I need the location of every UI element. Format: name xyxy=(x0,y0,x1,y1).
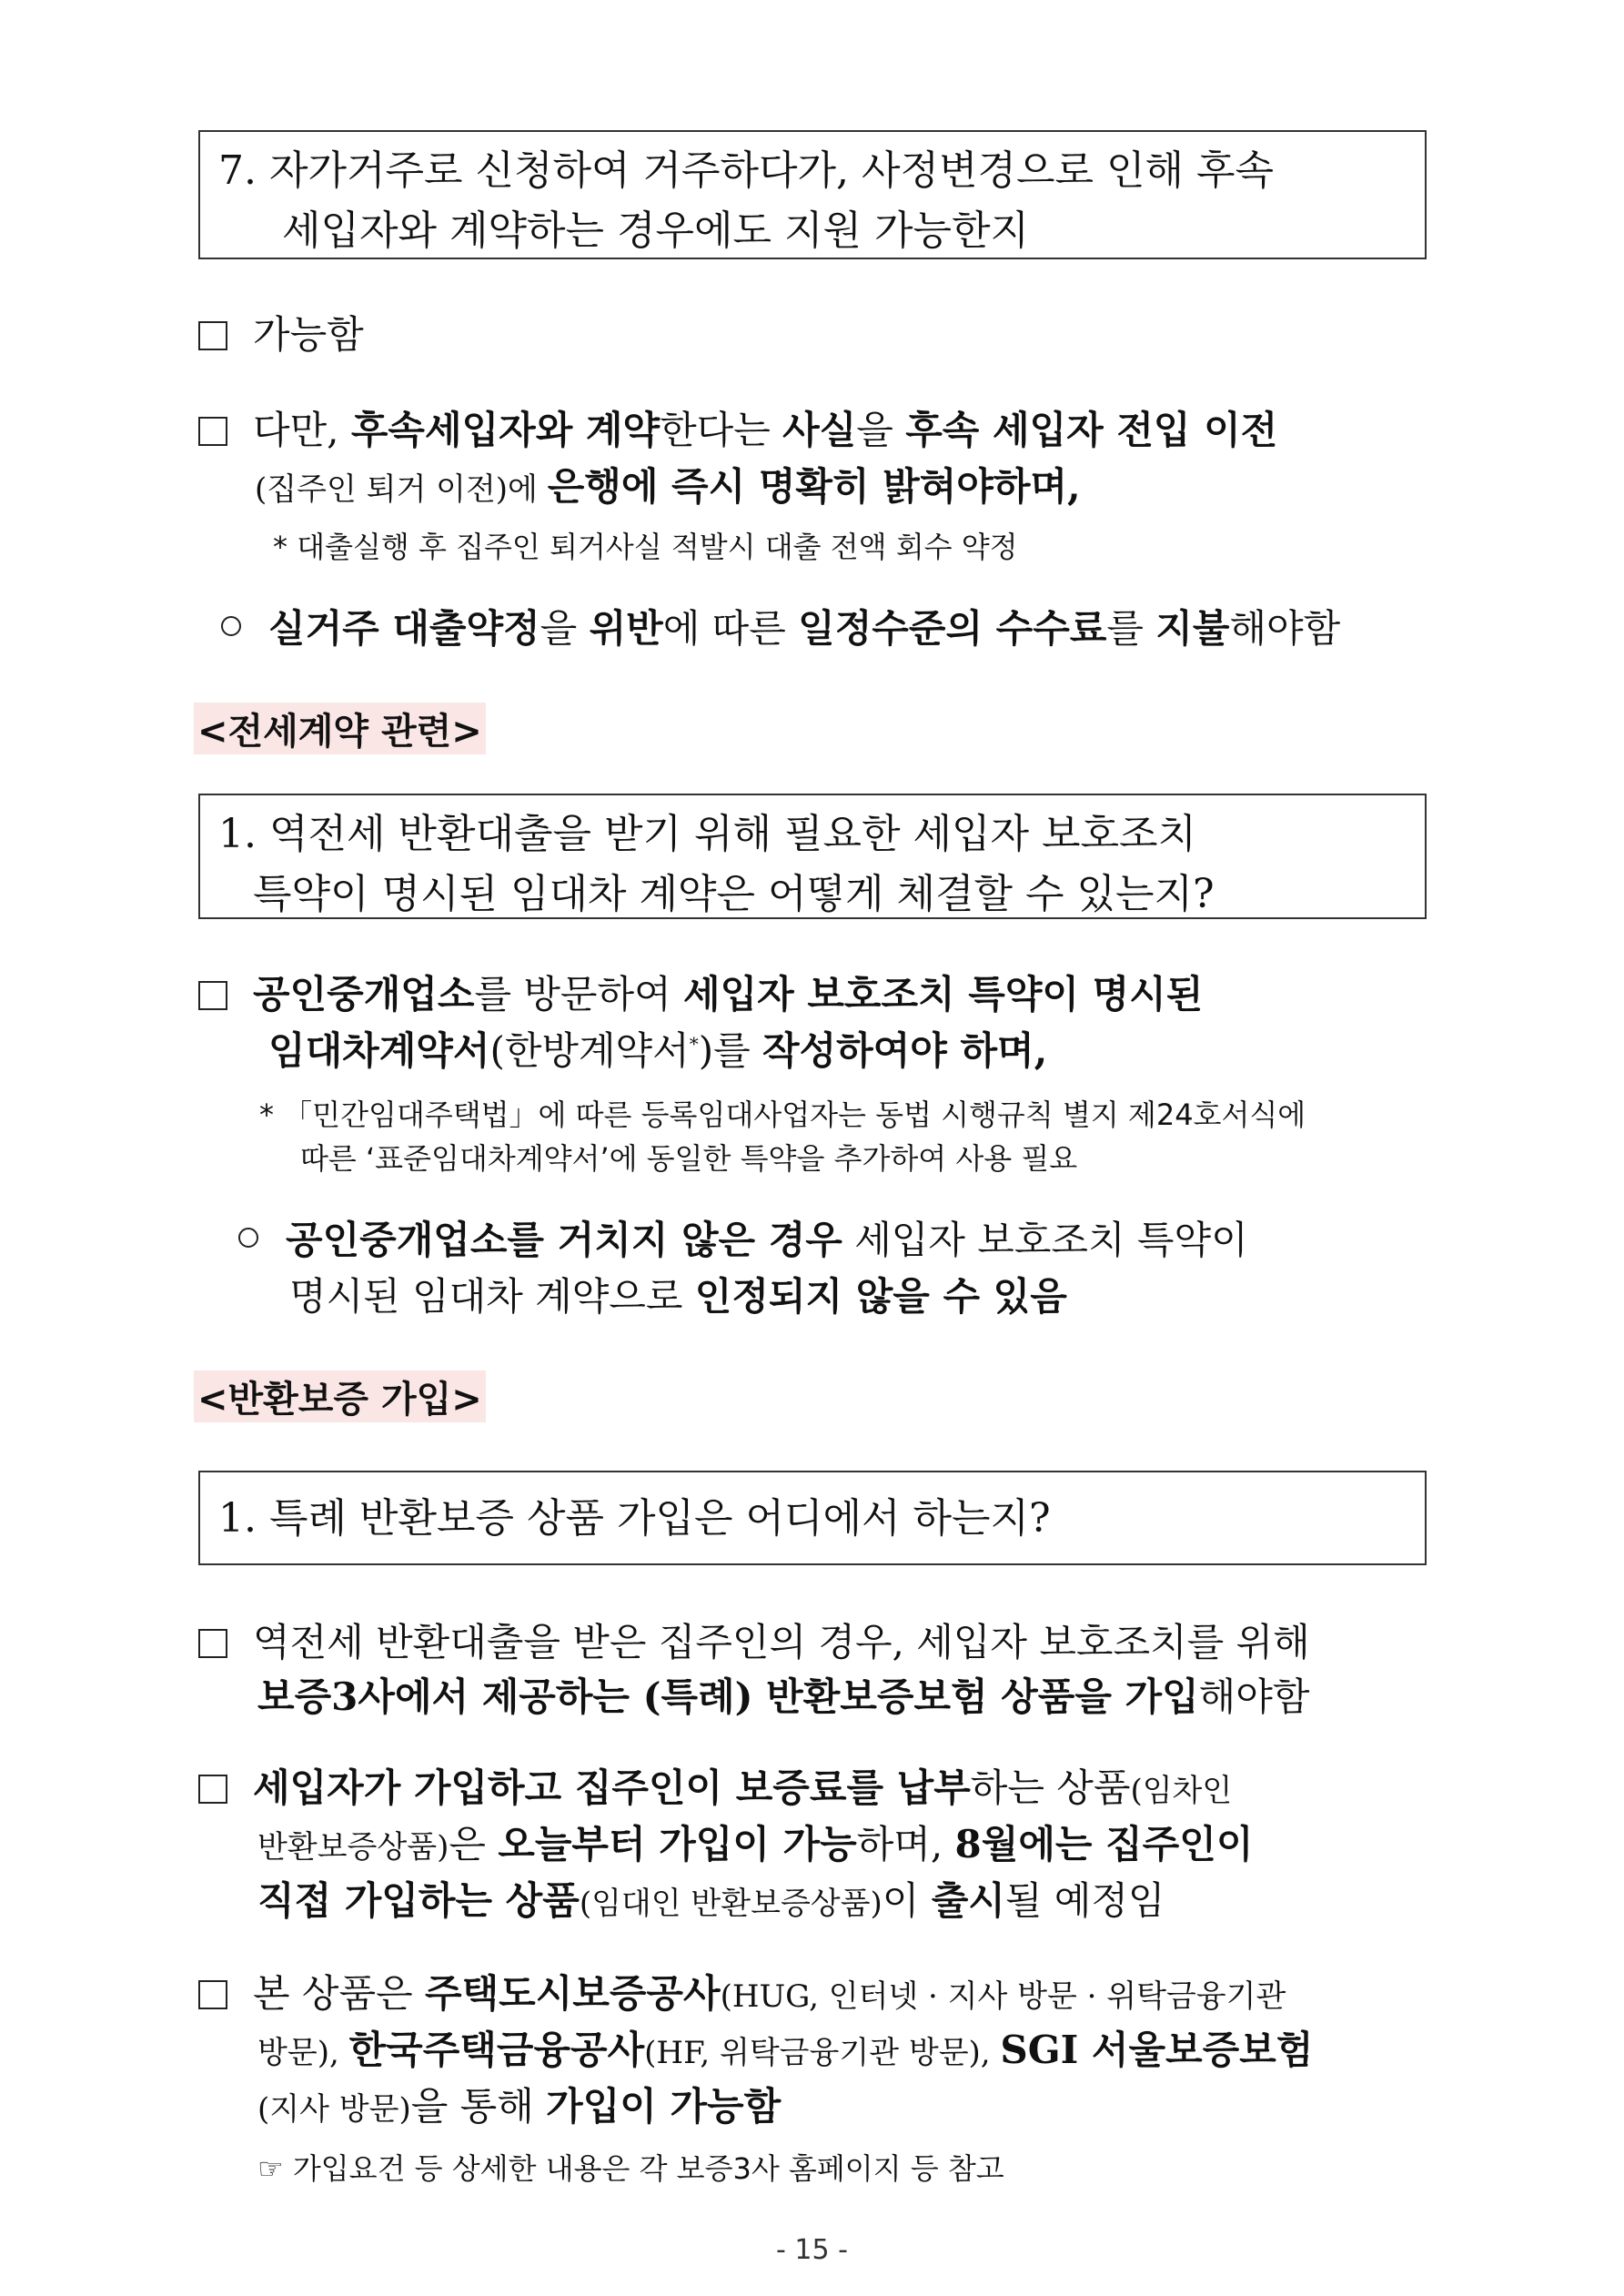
answer-continuation xyxy=(257,2077,781,2131)
question-line: 1. 특례 반환보증 상품 가입은 어디에서 하는지? xyxy=(218,1495,1051,1542)
checkbox-square-icon xyxy=(198,1775,227,1804)
emphasis-text: 지불 xyxy=(1155,606,1230,651)
answer-continuation xyxy=(257,1667,1309,1722)
emphasis-text: 한국주택금융공사 xyxy=(348,2028,645,2072)
sub-item xyxy=(221,599,1340,653)
emphasis-text: 세입자가 가입하고 집주인이 보증료를 납부 xyxy=(253,1765,971,1810)
answer-text: 에 따른 xyxy=(662,606,799,651)
answer-text: 해야함 xyxy=(1198,1674,1310,1719)
answer-text: 한다는 xyxy=(660,408,783,452)
circle-bullet-icon xyxy=(221,616,241,636)
answer-text: 가능함 xyxy=(253,312,364,357)
emphasis-text: 임대차계약서 xyxy=(268,1028,490,1073)
answer-text: (한방계약서 xyxy=(489,1028,690,1073)
question-line: 특약이 명시된 임대차 계약은 어떻게 체결할 수 있는지? xyxy=(253,871,1215,917)
emphasis-text: 후속 세입자 전입 이전 xyxy=(905,408,1278,452)
answer-text: 을 통해 xyxy=(410,2084,547,2129)
question-line: 1. 역전세 반환대출을 받기 위해 필요한 세입자 보호조치 xyxy=(218,811,1196,857)
section-heading: <반환보증 가입> xyxy=(194,1371,486,1422)
answer-text: 은 xyxy=(449,1822,499,1866)
answer-item xyxy=(198,1964,1286,2018)
answer-text: 세입자 보호조치 특약이 xyxy=(842,1218,1248,1262)
question-line: 세입자와 계약하는 경우에도 지원 가능한지 xyxy=(282,207,1030,254)
emphasis-text: 후속세입자와 계약 xyxy=(350,408,661,452)
answer-text: 을 xyxy=(856,408,906,452)
checkbox-square-icon xyxy=(198,981,227,1010)
emphasis-text: 작성하여야 하며, xyxy=(762,1028,1048,1073)
emphasis-text: 출시 xyxy=(931,1878,1005,1923)
checkbox-square-icon xyxy=(198,417,227,446)
answer-continuation xyxy=(268,1021,1047,1076)
answer-text: 반환보증상품) xyxy=(257,1829,449,1866)
question-box-7 xyxy=(198,130,1427,259)
answer-text: 될 예정임 xyxy=(1004,1878,1165,1923)
answer-text: 해야함 xyxy=(1229,606,1341,651)
section-heading: <전세계약 관련> xyxy=(194,703,486,754)
answer-item xyxy=(198,400,1277,455)
answer-text: 하는 상품 xyxy=(970,1765,1131,1810)
answer-text: 방문), xyxy=(257,2035,349,2071)
reference-note: ☞ 가입요건 등 상세한 내용은 각 보증3사 홈페이지 등 참고 xyxy=(257,2151,1004,2186)
answer-text: (HUG, 인터넷 · 지사 방문 · 위탁금융기관 xyxy=(720,1978,1286,2015)
answer-text: (지사 방문) xyxy=(257,2091,411,2128)
answer-item xyxy=(198,305,364,359)
answer-text: (임대인 반환보증상품) xyxy=(579,1886,883,1922)
emphasis-text: 일정수준의 수수료 xyxy=(798,606,1107,651)
answer-text: 본 상품은 xyxy=(253,1971,425,2016)
answer-text: 다만, xyxy=(253,408,351,452)
footnote-marker: * xyxy=(689,1033,699,1055)
answer-text: 명시된 임대차 계약으로 xyxy=(289,1274,695,1319)
answer-text: 를 xyxy=(1106,606,1156,651)
answer-text: (HF, 위탁금융기관 방문), xyxy=(644,2035,1001,2071)
question-box-2 xyxy=(198,1471,1427,1565)
emphasis-text: 공인중개업소 xyxy=(253,972,475,1017)
answer-item xyxy=(198,1758,1232,1813)
emphasis-text: 가입이 가능함 xyxy=(546,2084,782,2129)
answer-text: (집주인 퇴거 이전)에 xyxy=(255,471,548,508)
checkbox-square-icon xyxy=(198,1629,227,1658)
question-box-1 xyxy=(198,794,1427,919)
answer-text: 을 xyxy=(540,606,590,651)
footnote: 따른 ‘표준임대차계약서’에 동일한 특약을 추가하여 사용 필요 xyxy=(300,1141,1078,1176)
emphasis-text: 직접 가입하는 상품 xyxy=(257,1878,580,1923)
answer-continuation xyxy=(255,457,1081,511)
emphasis-text: 보증3사에서 제공하는 (특례) 반환보증보험 상품을 가입 xyxy=(257,1674,1199,1719)
answer-continuation xyxy=(257,2020,1313,2075)
emphasis-text: 실거주 대출약정 xyxy=(268,606,540,651)
answer-item xyxy=(198,965,1203,1019)
answer-text: 하며, xyxy=(856,1822,955,1866)
emphasis-text: 오늘부터 가입이 가능 xyxy=(498,1822,857,1866)
answer-text: 를 방문하여 xyxy=(474,972,683,1017)
emphasis-text: 세입자 보호조치 특약이 명시된 xyxy=(683,972,1204,1017)
footnote: * 대출실행 후 집주인 퇴거사실 적발시 대출 전액 회수 약정 xyxy=(273,530,1018,564)
question-line: 7. 자가거주로 신청하여 거주하다가, 사정변경으로 인해 후속 xyxy=(218,147,1274,194)
footnote: * 「민간임대주택법」에 따른 등록임대사업자는 동법 시행규칙 별지 제24호서식에 xyxy=(259,1097,1306,1132)
emphasis-text: 8월에는 집주인이 xyxy=(954,1822,1254,1866)
answer-text: )를 xyxy=(698,1028,762,1073)
emphasis-text: 사실 xyxy=(782,408,857,452)
emphasis-text: 주택도시보증공사 xyxy=(425,1971,721,2016)
emphasis-text: 위반 xyxy=(589,606,663,651)
answer-text: (임차인 xyxy=(1130,1773,1233,1809)
emphasis-text: SGI 서울보증보험 xyxy=(1000,2028,1314,2072)
sub-item xyxy=(238,1210,1248,1265)
checkbox-square-icon xyxy=(198,321,227,350)
page-number: - 15 - xyxy=(776,2234,848,2266)
answer-item xyxy=(198,1613,1310,1667)
circle-bullet-icon xyxy=(238,1228,258,1248)
checkbox-square-icon xyxy=(198,1980,227,2009)
emphasis-text: 은행에 즉시 명확히 밝혀야하며, xyxy=(547,464,1081,509)
answer-text: 이 xyxy=(882,1878,932,1923)
answer-continuation xyxy=(289,1267,1067,1321)
answer-text: 역전세 반환대출을 받은 집주인의 경우, 세입자 보호조치를 위해 xyxy=(253,1620,1310,1664)
answer-continuation xyxy=(257,1871,1165,1926)
emphasis-text: 인정되지 않을 수 있음 xyxy=(694,1274,1067,1319)
answer-continuation xyxy=(257,1815,1253,1869)
emphasis-text: 공인중개업소를 거치지 않은 경우 xyxy=(286,1218,842,1262)
